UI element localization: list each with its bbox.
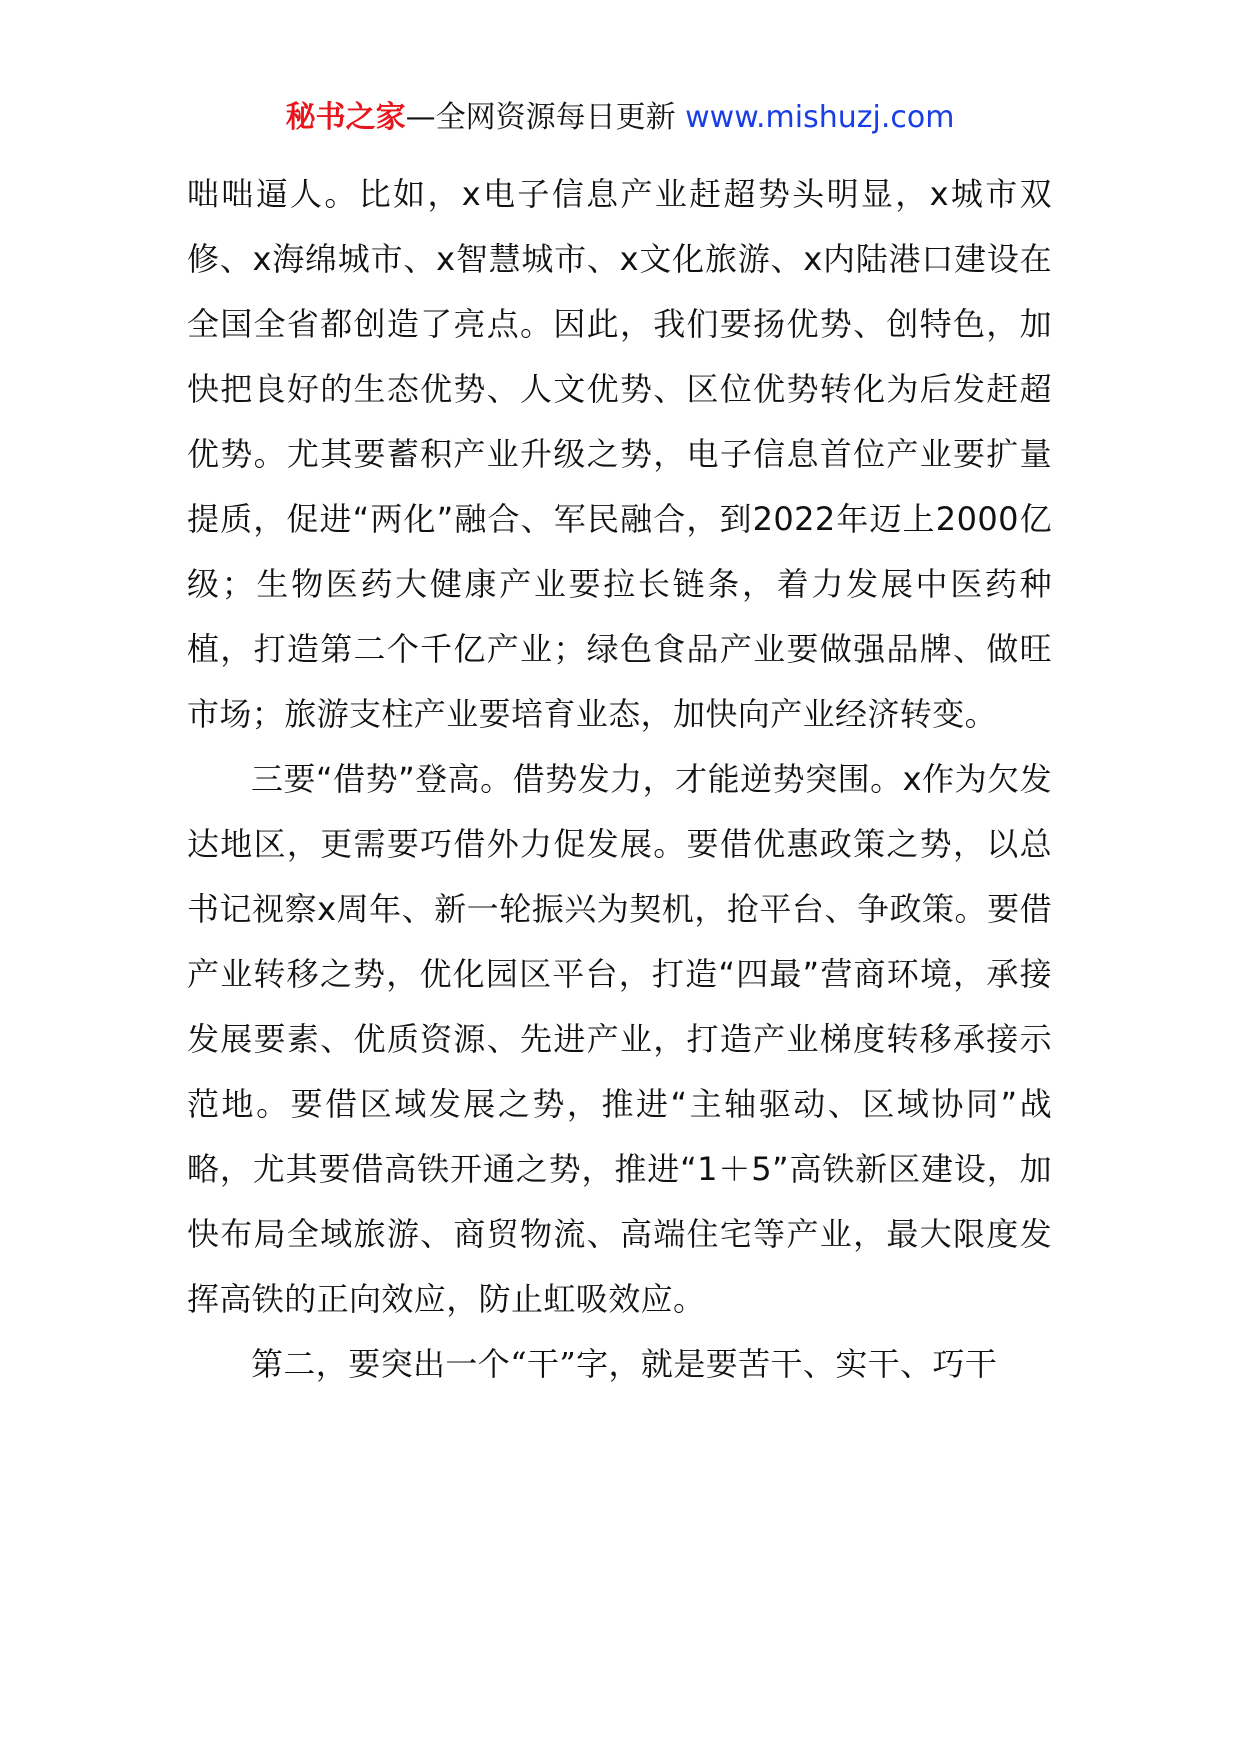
header-slogan: —全网资源每日更新 [405,100,676,135]
website-link[interactable]: www.mishuzj.com [685,100,955,135]
brand-name: 秘书之家 [285,100,406,135]
paragraph-borrow-momentum: 三要“借势”登高。借势发力，才能逆势突围。x作为欠发达地区，更需要巧借外力促发展。要借优惠政策之势，以总书记视察x周年、新一轮振兴为契机，抢平台、争政策。要借产业转移之势，优化园区平台，打造“四最”营商环境，承接发展要素、优质资源、先进产业，打造产业梯度转移承接示范地。要借区域发展之势，推进“主轴驱动、区域协同”战略，尤其要借高铁开通之势，推进“1＋5”高铁新区建设，加快布局全域旅游、商贸物流、高端住宅等产业，最大限度发挥高铁的正向效应，防止虹吸效应。 [187,760,1052,1318]
paragraph-continuation: 咄咄逼人。比如，x电子信息产业赶超势头明显，x城市双修、x海绵城市、x智慧城市、x文化旅游、x内陆港口建设在全国全省都创造了亮点。因此，我们要扬优势、创特色，加快把良好的生态优势、人文优势、区位优势转化为后发赶超优势。尤其要蓄积产业升级之势，电子信息首位产业要扩量提质，促进“两化”融合、军民融合，到2022年迈上2000亿级；生物医药大健康产业要拉长链条，着力发展中医药种植，打造第二个千亿产业；绿色食品产业要做强品牌、做旺市场；旅游支柱产业要培育业态，加快向产业经济转变。 [187,175,1052,733]
page-header [0,98,1240,138]
document-body [187,162,1052,1397]
paragraph-second-point: 第二，要突出一个“干”字，就是要苦干、实干、巧干 [251,1345,998,1383]
